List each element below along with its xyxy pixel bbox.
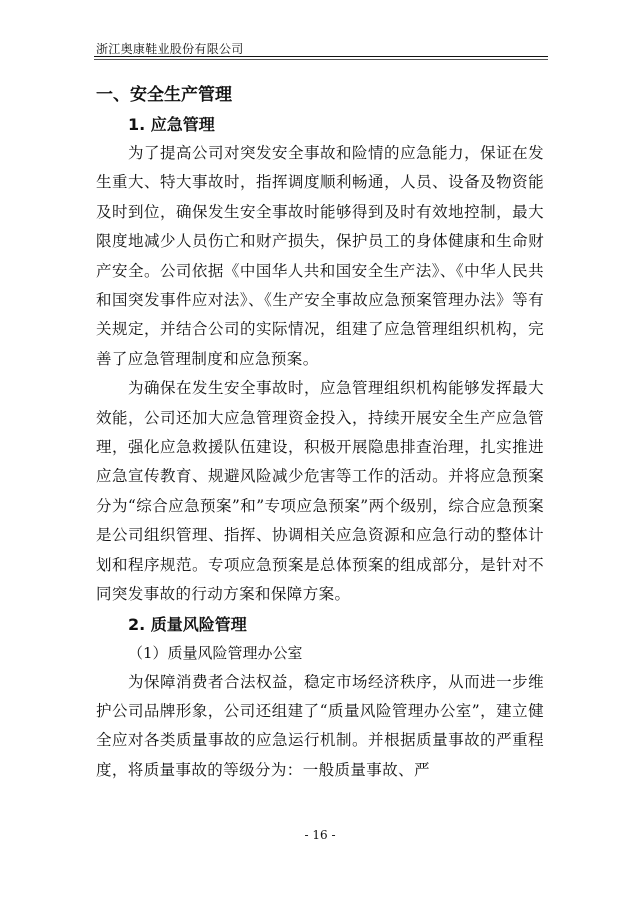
header-rule: [94, 56, 548, 57]
subsection-heading-emergency-management: 1. 应急管理: [128, 115, 215, 134]
item-heading-quality-risk-office: （1）质量风险管理办公室: [128, 643, 303, 662]
header-rule-thin: [94, 59, 548, 60]
paragraph-quality-risk-office: 为保障消费者合法权益，稳定市场经济秩序，从而进一步维护公司品牌形象，公司还组建了“质量风险管理办公室”，建立健全应对各类质量事故的应急运行机制。并根据质量事故的严重程度，将质量事故的等级分为：一般质量事故、严: [96, 672, 544, 779]
header-company-name: 浙江奥康鞋业股份有限公司: [96, 42, 244, 56]
subsection-heading-quality-risk: 2. 质量风险管理: [128, 614, 247, 634]
section-heading-safety-production: 一、安全生产管理: [96, 85, 232, 105]
paragraph-emergency-plans: 为确保在发生安全事故时，应急管理组织机构能够发挥最大效能，公司还加大应急管理资金投入，持续开展安全生产应急管理，强化应急救援队伍建设，积极开展隐患排查治理，扎实推进应急宣传教育、规避风险减少危害等工作的活动。并将应急预案分为“综合应急预案”和”专项应急预案”两个级别，综合应急预案是公司组织管理、指挥、协调相关应急资源和应急行动的整体计划和程序规范。专项应急预案是总体预案的组成部分，是针对不同突发事故的行动方案和保障方案。: [96, 379, 544, 604]
page-number: - 16 -: [304, 828, 336, 842]
paragraph-emergency-capability: 为了提高公司对突发安全事故和险情的应急能力，保证在发生重大、特大事故时，指挥调度顺利畅通，人员、设备及物资能及时到位，确保发生安全事故时能够得到及时有效地控制，最大限度地减少人员伤亡和财产损失，保护员工的身体健康和生命财产安全。公司依据《中国华人共和国安全生产法》、《中华人民共和国突发事件应对法》、《生产安全事故应急预案管理办法》等有关规定，并结合公司的实际情况，组建了应急管理组织机构，完善了应急管理制度和应急预案。: [96, 144, 544, 368]
document-body: [96, 80, 544, 785]
